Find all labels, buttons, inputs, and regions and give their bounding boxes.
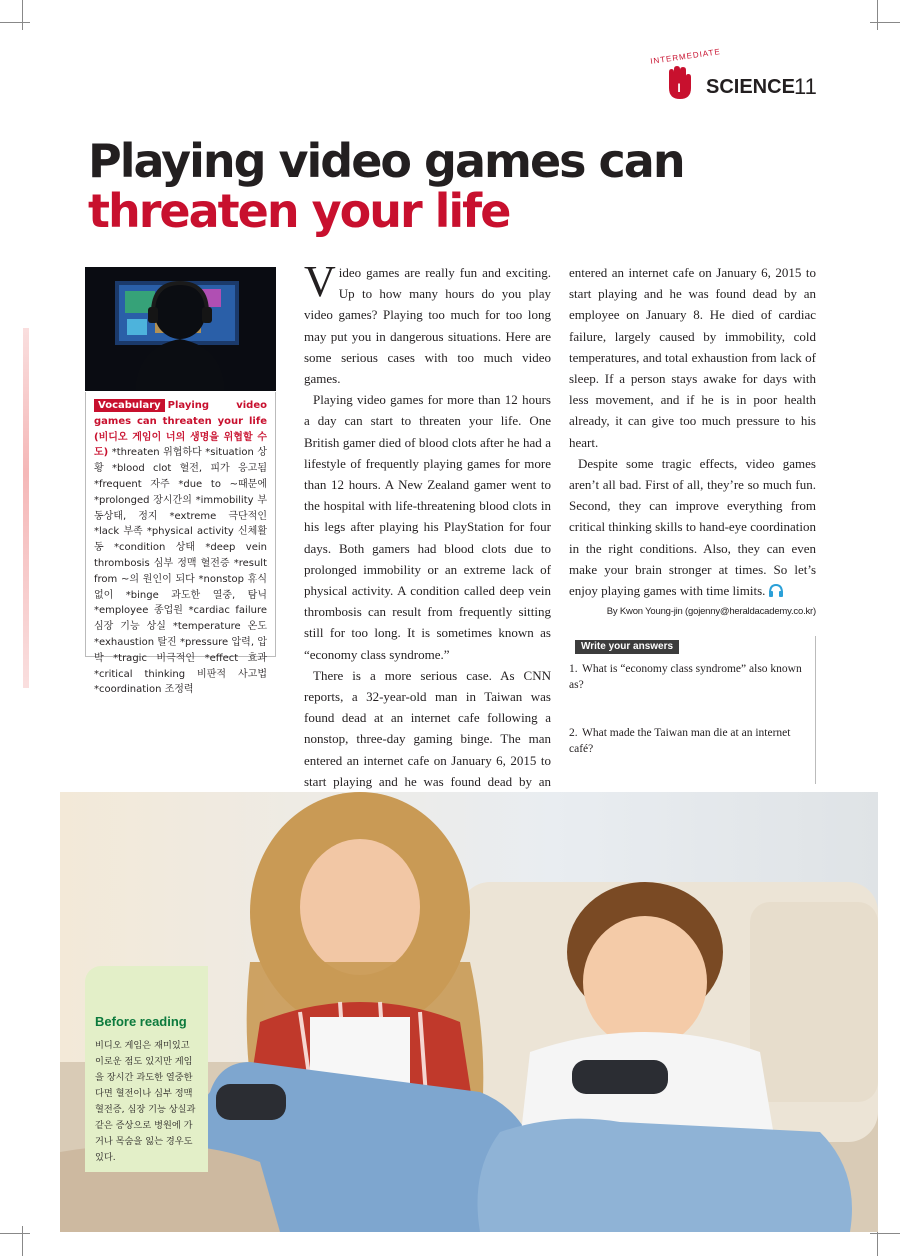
- question-1-number: 1.: [569, 663, 578, 675]
- level-label: INTERMEDIATE: [649, 47, 722, 66]
- before-reading-box: [85, 966, 208, 1172]
- gamer-photo: [85, 267, 276, 391]
- before-reading-text: 비디오 게임은 재미있고 이로운 점도 있지만 게임을 장시간 과도한 열중한다면 혈전이나 심부 정맥 혈전증, 심장 기능 상실과 같은 증상으로 병원에 가거나 목숨을 잃는 경우도 있다.: [95, 1040, 196, 1163]
- title-line-2: threaten your life: [88, 184, 510, 238]
- page-title: [88, 136, 684, 236]
- section-label: SCIENCE: [706, 76, 795, 98]
- crop-mark: [0, 22, 30, 23]
- vocabulary-body: *threaten 위협하다 *situation 상황 *blood clot 혈전, 피가 응고됨 *frequent 자주 *due to ~때문에 *prolonged 장시간의 *immobility 부동상태, 정지 *extreme 극단적인 *lack 부족 *physical activity 신체활동 *condition 상태 *deep vein thrombosis 심부 정맥 혈전증 *result from ~의 원인이 되다 *nonstop 휴식 없이 *binge 과도한 열중, 탐닉 *employee 종업원 *cardiac failure 심장 기능 상실 *temperature 온도 *exhaustion 탈진 *pressure 압력, 압박 *tragic 비극적인 *effect 효과 *critical thinking 비판적 사고법 *coordination 조정력: [94, 447, 267, 696]
- vocabulary-tag: Vocabulary: [94, 399, 165, 412]
- before-reading-title: Before reading: [95, 1014, 187, 1029]
- article-paragraph-1: ideo games are really fun and exciting. Up to how many hours do you play video games? Playing too much for too long may put you in dangerous situations. Here are some serious cases with too much video games.: [304, 265, 551, 387]
- crop-mark: [870, 22, 900, 23]
- answers-box: [569, 636, 816, 784]
- article-paragraph-2: Playing video games for more than 12 hours a day can start to threaten your life. One British gamer died of blood clots after he had a lifestyle of frequently playing games for more than 12 hours. A New Zealand gamer went to the hospital with life-threatening blood clots in his legs after playing his PlayStation for four days. Both gamers had blood clots due to prolonged immobility or an extreme lack of physical activity. A condition called deep vein thrombosis can result from frequently sitting still for too long. It is sometimes known as “economy class syndrome.”: [304, 392, 551, 662]
- article-column-2: [569, 262, 816, 622]
- vocabulary-box: [85, 392, 276, 696]
- crop-mark: [870, 1233, 900, 1234]
- article-paragraph-4: Despite some tragic effects, video games aren’t all bad. First of all, they’re so much fun. Second, they can improve everything from critical thinking skills to hand-eye coordination in the right conditions. Also, they can even make your brain stronger at times. So let’s enjoy playing games with time limits.: [569, 455, 816, 599]
- page-number: 11: [794, 74, 817, 99]
- article-paragraph-3: There is a more serious case. As CNN reports, a 32-year-old man in Taiwan was found dead at an internet cafe following a nonstop, three-day gaming binge. The man entered an internet cafe on January 6, 2015 to start playing and he was found dead by an: [304, 667, 551, 789]
- article-column-1: [304, 257, 551, 789]
- question-2: [569, 726, 807, 757]
- svg-text:I: I: [677, 81, 681, 95]
- crop-mark: [22, 1226, 23, 1256]
- vocabulary-heading: Playing video games can threaten your life (비디오 게임이 너의 생명을 위협할 수도): [94, 400, 267, 459]
- drop-cap: V: [304, 257, 336, 306]
- headphones-icon: [768, 583, 784, 597]
- answers-tag: Write your answers: [575, 640, 679, 654]
- question-1: [569, 662, 807, 693]
- question-2-text: What made the Taiwan man die at an internet café?: [569, 727, 791, 755]
- byline: By Kwon Young-jin (gojenny@heraldacademy.co.kr): [606, 606, 816, 618]
- side-accent-bar: [23, 328, 29, 688]
- article-paragraph-3-continued: entered an internet cafe on January 6, 2015 to start playing and he was found dead by an employee on January 8. He died of cardiac failure, largely caused by immobility, cold temperatures, and total exhaustion from lack of sleep. If a person stays awake for days with less movement, and if he is in poor health already, it can give too much pressure to his heart.: [569, 265, 816, 450]
- question-2-number: 2.: [569, 727, 578, 739]
- question-1-text: What is “economy class syndrome” also known as?: [569, 663, 802, 691]
- hand-badge-icon: [664, 66, 692, 100]
- crop-mark: [0, 1233, 30, 1234]
- crop-mark: [22, 0, 23, 30]
- crop-mark: [877, 0, 878, 30]
- title-line-1: Playing video games can: [88, 134, 684, 188]
